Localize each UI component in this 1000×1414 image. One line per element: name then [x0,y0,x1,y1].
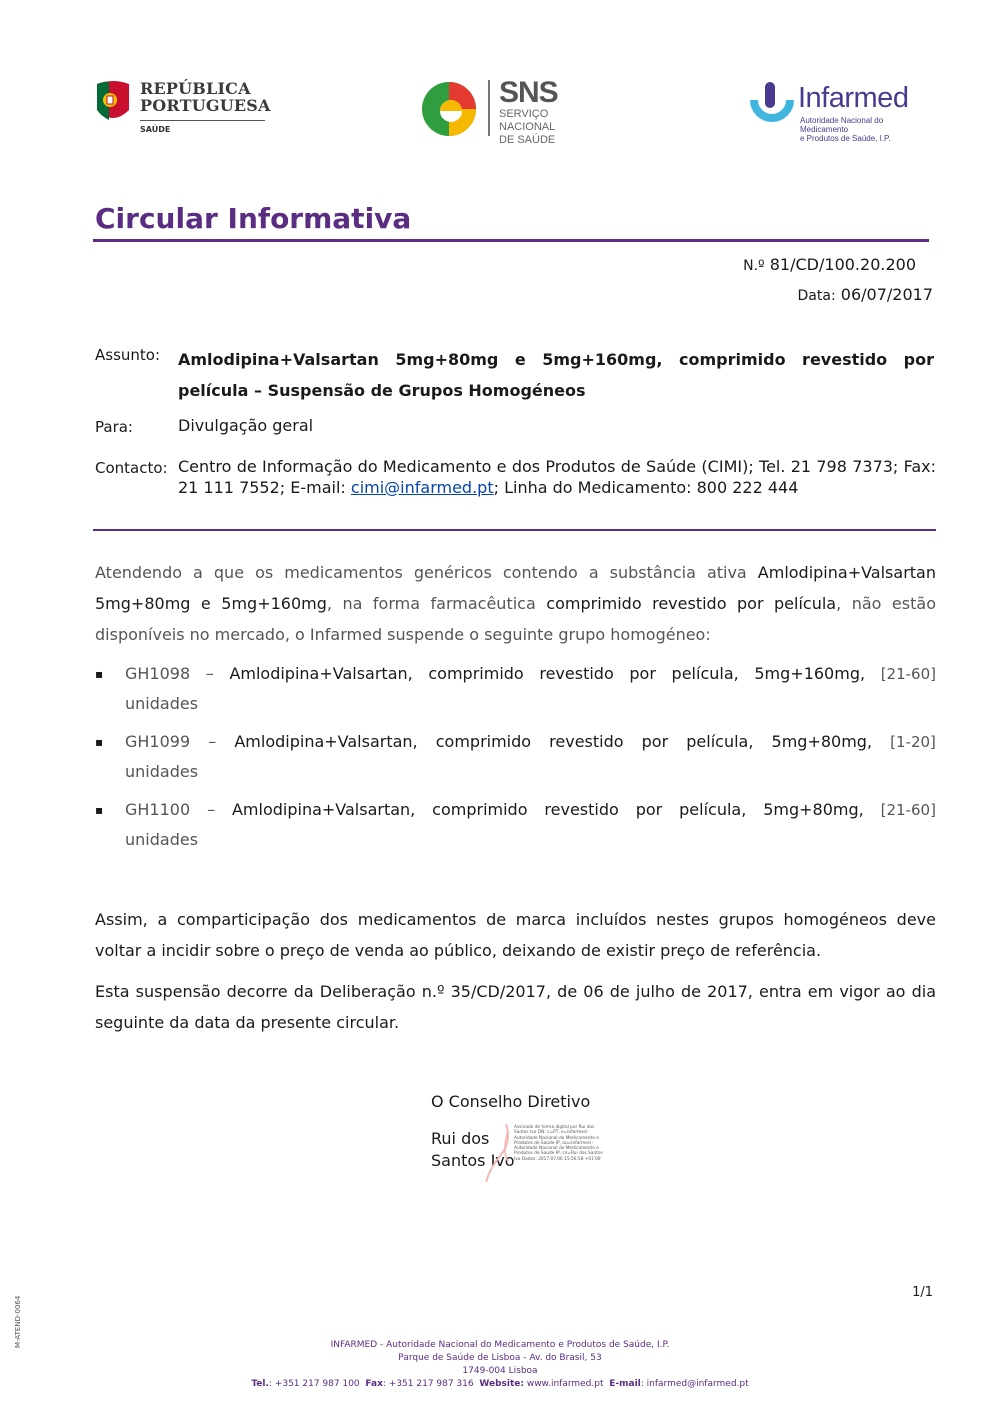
group-unit: unidades [125,762,199,781]
infarmed-logo [750,78,930,143]
contact-text-after: ; Linha do Medicamento: 800 222 444 [493,477,799,497]
group-word: por [629,664,656,683]
reimbursement-paragraph: Assim, a comparticipação dos medicamentos de marca incluídos nestes grupos homogéneos deve voltar a incidir sobre o preço de venda ao público, deixando de existir preço de referência. [95,910,936,960]
date-value: 06/07/2017 [840,285,933,304]
footer-email-label: E-mail [609,1379,641,1389]
document-date [798,285,933,304]
infarmed-text: Infarmed [798,82,909,114]
council-signature-title: O Conselho Diretivo [431,1092,591,1111]
date-label: Data: [797,288,836,304]
group-dosage: 5mg+160mg, [754,664,866,683]
group-word: comprimido [432,800,528,819]
signatory-name-line2: Santos Ivo [431,1151,515,1170]
list-item [125,659,936,719]
infarmed-emblem-icon [750,80,794,124]
group-range: [21-60] [880,801,936,819]
footer [0,1339,1000,1391]
digital-signature-mark-icon [478,1122,518,1184]
reference-label: N.º [743,258,765,274]
digital-signature-details: Assinado de forma digital por Rui dos Santos Ivo DN: c=PT, o=Infarmed - Autoridade Nacional do Medicamento e Produtos de Saúde IP, ou=Infarmed - Autoridade Nacional do Medicamento e Produtos de Saúde IP, cn=Rui dos Santos Ivo Dados: 2017.07.06 15:56:58 +01'00' [514,1125,603,1162]
portugal-flag-icon [95,80,131,124]
subject-label: Assunto: [95,346,161,364]
footer-web-label: Website: [479,1379,524,1389]
sns-emblem-icon [420,80,478,138]
footer-contacts [0,1378,1000,1391]
intro-text-2: , na forma farmacêutica [326,594,547,613]
document-title: Circular Informativa [95,202,412,235]
republica-portuguesa-logo [95,78,270,138]
portuguesa-text: PORTUGUESA [140,96,271,115]
intro-paragraph [95,557,936,650]
logo-divider [140,120,265,121]
bullet-icon: ▪ [95,667,104,681]
signatory-name-line1: Rui dos [431,1129,490,1148]
group-word: película, [671,664,739,683]
group-unit: unidades [125,694,199,713]
group-word: por [635,800,663,819]
footer-tel-label: Tel. [251,1379,269,1389]
contact-text: Centro de Informação do Medicamento e dos Produtos de Saúde (CIMI); Tel. 21 798 7373; Fax: 21 111 7552; E-mail: [178,457,936,497]
group-word: película, [686,732,754,751]
contact-label: Contacto: [95,459,168,477]
title-divider [93,239,929,242]
group-dash: – [208,732,217,751]
group-code: GH1099 [125,732,191,751]
footer-fax: : +351 217 987 316 [382,1379,474,1389]
form-code: M-ATEND-0064 [14,1295,22,1348]
list-item [125,795,936,855]
group-word: comprimido [435,732,532,751]
intro-text-1: Atendendo a que os medicamentos genéricos contendo a substância ativa [95,563,758,582]
group-dosage: 5mg+80mg, [763,800,864,819]
group-dash: – [205,664,214,683]
sns-line2: DE SAÚDE [499,134,556,146]
group-range: [1-20] [890,733,936,751]
bullet-icon: ▪ [95,735,104,749]
footer-website-link[interactable]: www.infarmed.pt [523,1379,604,1389]
group-word: revestido [549,732,624,751]
group-word: Amlodipina+Valsartan, [234,732,418,751]
group-word: Amlodipina+Valsartan, [229,664,413,683]
section-divider [93,529,936,531]
reference-number [743,255,916,274]
group-word: película, [679,800,747,819]
page-number: 1/1 [912,1285,933,1300]
infarmed-sub-line2: e Produtos de Saúde, I.P. [800,134,891,143]
group-code: GH1100 [125,800,191,819]
group-code: GH1098 [125,664,191,683]
group-unit: unidades [125,830,199,849]
sns-line1: SERVIÇO NACIONAL [499,108,556,133]
group-word: revestido [539,664,614,683]
group-word: comprimido [428,664,524,683]
intro-text-3: , não estão disponíveis no mercado, o Infarmed suspende o seguinte grupo homogéneo: [95,594,936,644]
group-range: [21-60] [880,665,936,683]
footer-address: Parque de Saúde de Lisboa - Av. do Brasil, 53 [398,1353,602,1363]
contact-email-link[interactable]: cimi@infarmed.pt [350,477,494,497]
bullet-icon: ▪ [95,803,104,817]
footer-tel: : +351 217 987 100 [268,1379,360,1389]
saude-text: SAÚDE [140,125,171,134]
sns-logo [420,76,600,146]
group-word: Amlodipina+Valsartan, [231,800,416,819]
footer-postal: 1749-004 Lisboa [462,1366,538,1376]
intro-form: comprimido revestido por película [546,594,837,613]
group-word: revestido [544,800,619,819]
footer-email-link[interactable]: : infarmed@infarmed.pt [640,1379,749,1389]
group-dosage: 5mg+80mg, [771,732,873,751]
subject-value: Amlodipina+Valsartan 5mg+80mg e 5mg+160mg, comprimido revestido por película – Suspensão de Grupos Homogéneos [178,350,934,400]
infarmed-sub-line1: Autoridade Nacional do Medicamento [800,116,884,134]
list-item [125,727,936,787]
intro-substance: Amlodipina+Valsartan 5mg+80mg e 5mg+160mg [95,563,936,613]
sns-divider [488,80,490,136]
republica-text: REPÚBLICA [140,79,251,98]
group-word: por [641,732,669,751]
group-dash: – [207,800,216,819]
footer-fax-label: Fax [365,1379,383,1389]
reference-value: 81/CD/100.20.200 [769,255,916,274]
recipient-label: Para: [95,418,133,436]
sns-text: SNS [499,76,558,109]
deliberation-paragraph: Esta suspensão decorre da Deliberação n.º 35/CD/2017, de 06 de julho de 2017, entra em vigor ao dia seguinte da data da presente circular. [95,982,936,1032]
recipient-value: Divulgação geral [178,416,314,435]
footer-org: INFARMED - Autoridade Nacional do Medicamento e Produtos de Saúde, I.P. [330,1340,670,1350]
contact-value [178,457,936,498]
